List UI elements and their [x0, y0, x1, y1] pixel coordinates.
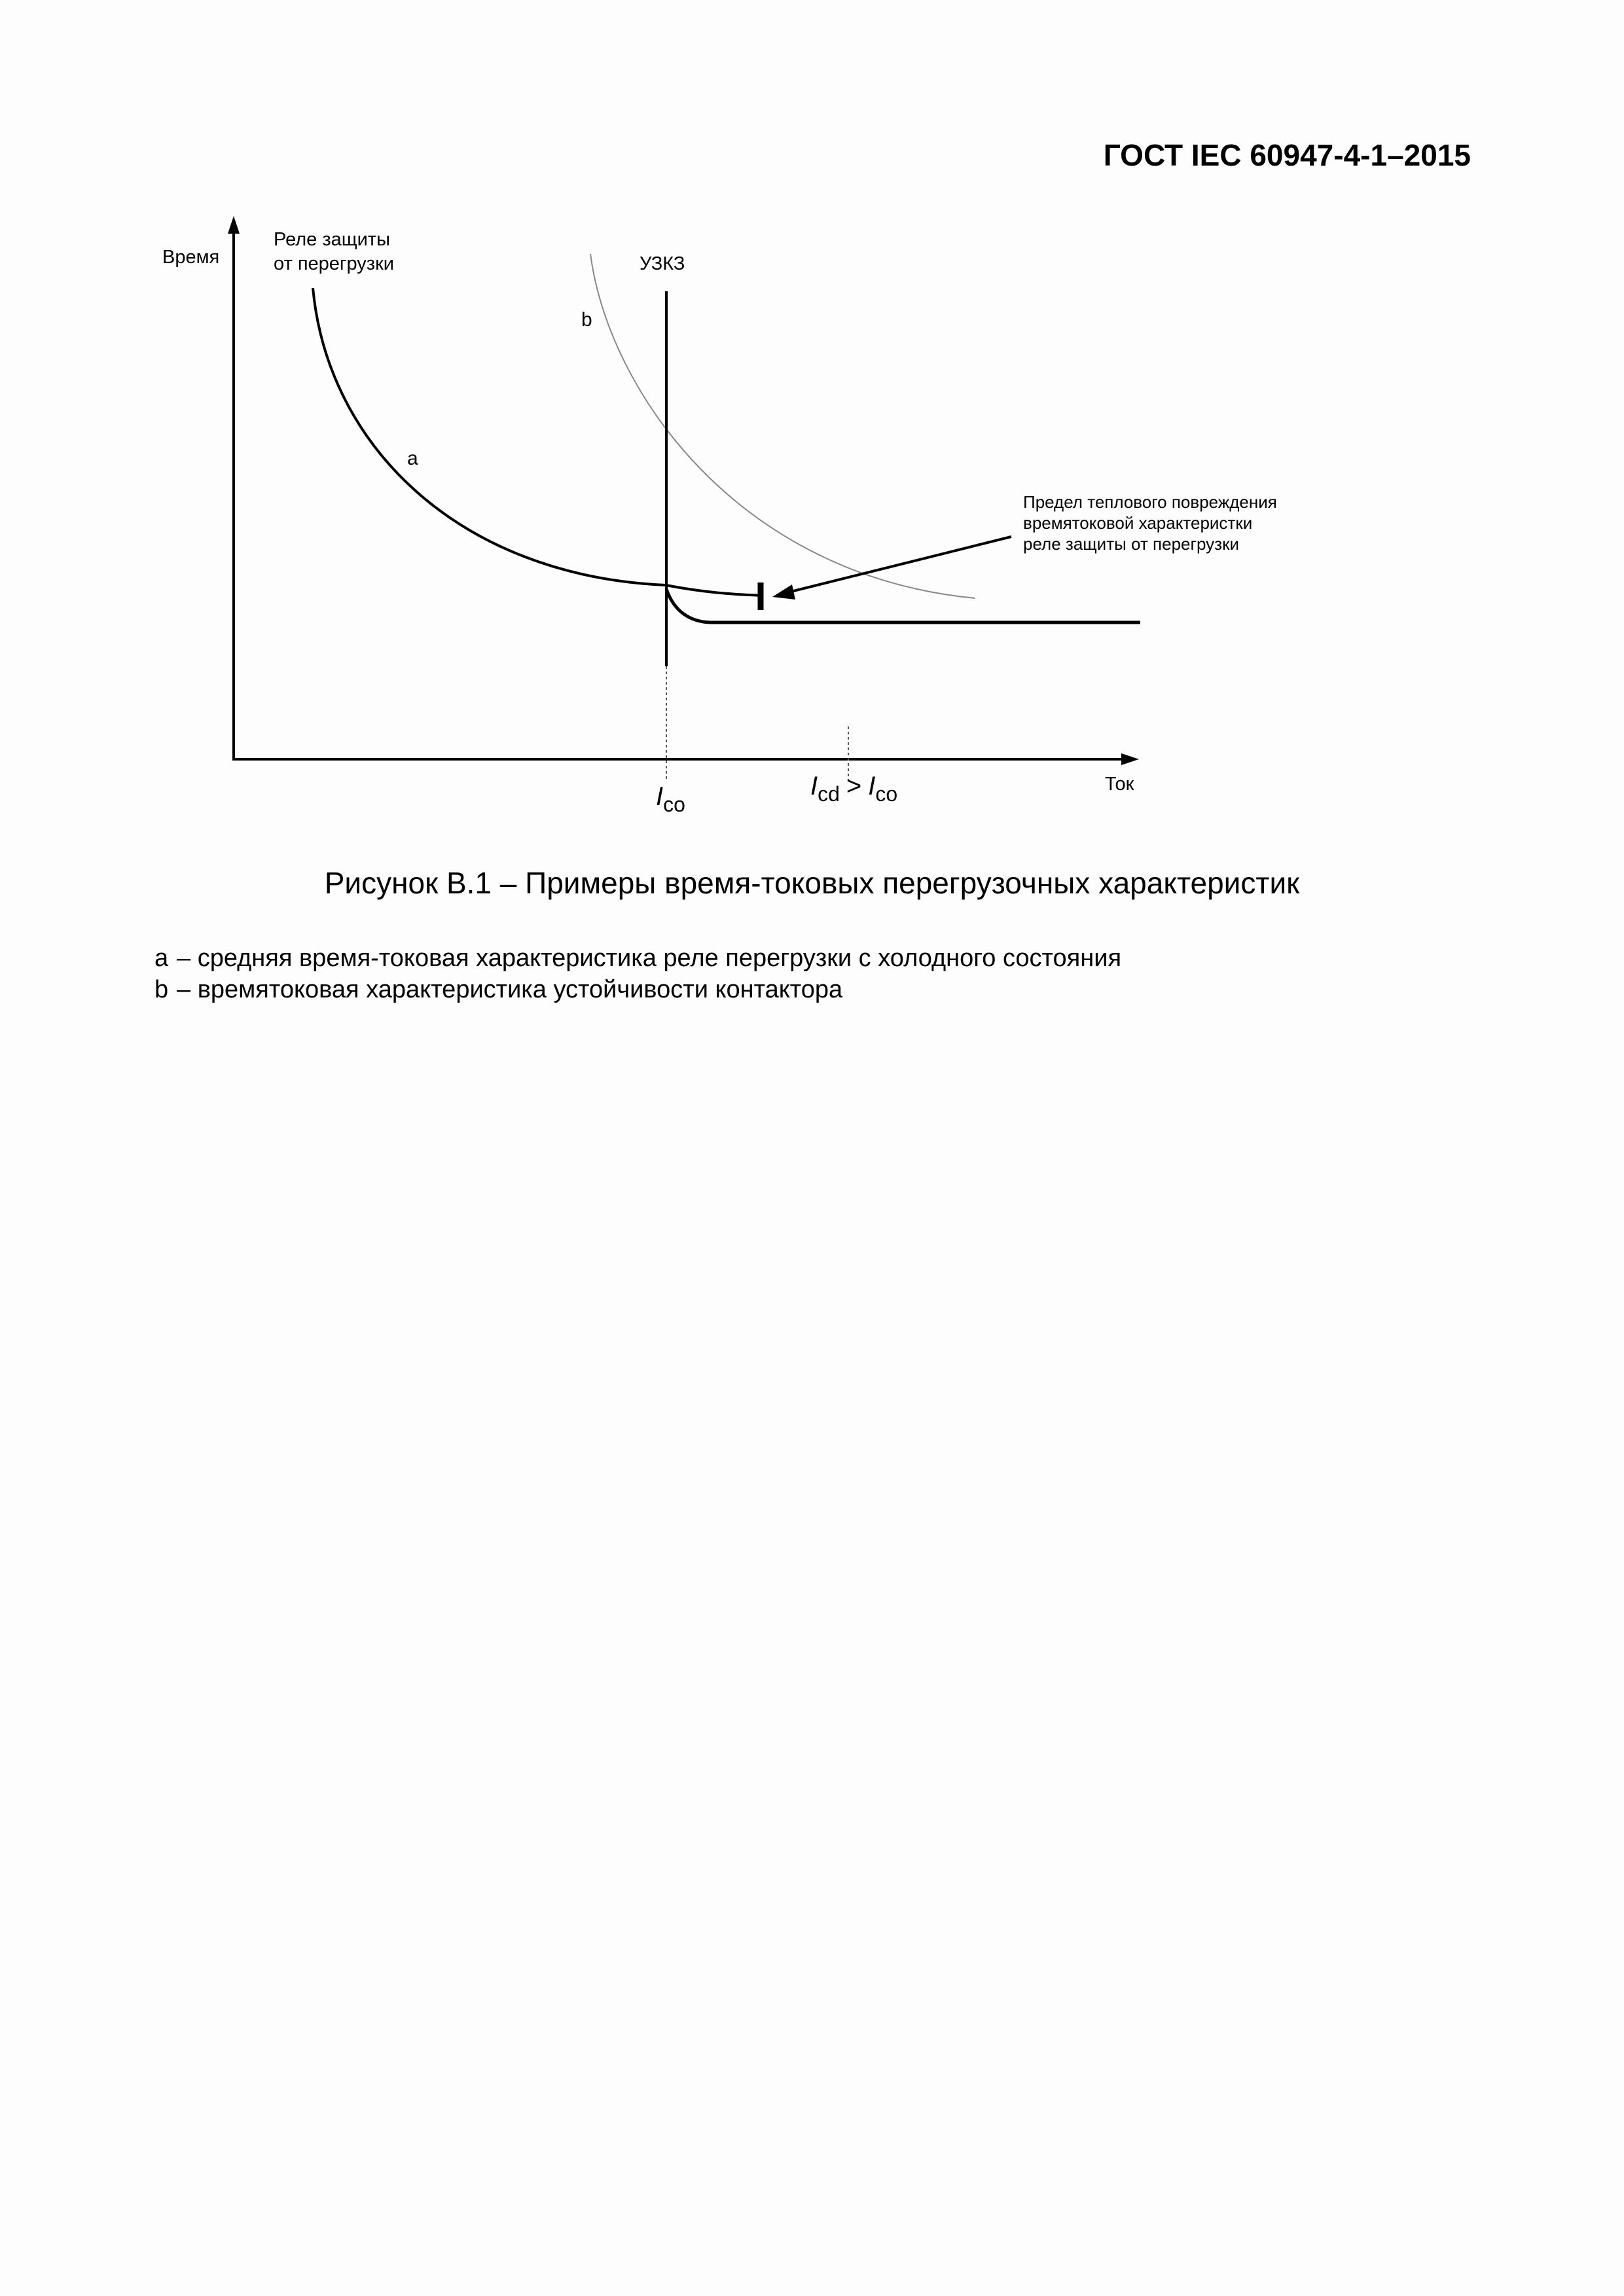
- icd-subscript: cd: [818, 782, 840, 806]
- ico-label: [656, 782, 685, 816]
- x-axis-arrow: [1121, 753, 1139, 765]
- icd-rhs-subscript: co: [875, 782, 898, 806]
- overload-characteristics-figure: [0, 0, 1624, 851]
- thermal-label-line2: времятоковой характеристки: [1023, 513, 1253, 533]
- thermal-label-line1: Предел теплового повреждения: [1023, 492, 1277, 512]
- thermal-label-line3: реле защиты от перегрузки: [1023, 534, 1239, 554]
- gt-sign: >: [846, 772, 862, 800]
- ico-symbol: I: [656, 782, 664, 811]
- figure-caption: Рисунок B.1 – Примеры время-токовых перегрузочных характеристик: [324, 866, 1300, 900]
- curve-b-label: b: [581, 309, 592, 331]
- legend-text: – времятоковая характеристика устойчивости контактора: [177, 976, 843, 1003]
- curve-a-label: a: [407, 448, 418, 469]
- legend-text: – средняя время-токовая характеристика реле перегрузки с холодного состояния: [177, 944, 1122, 972]
- legend-key: a: [154, 944, 169, 972]
- icd-rhs-symbol: I: [868, 772, 876, 800]
- curve-b: [590, 254, 975, 598]
- legend: [154, 942, 1121, 1005]
- x-axis-label: Ток: [1105, 774, 1134, 795]
- y-axis-arrow: [228, 216, 240, 234]
- legend-key: b: [154, 976, 169, 1003]
- curve-a: [313, 288, 763, 596]
- relay-label-line1: Реле защиты: [274, 229, 390, 250]
- legend-item-b: [154, 974, 1121, 1005]
- legend-item-a: [154, 942, 1121, 974]
- y-axis-label: Время: [162, 247, 220, 268]
- standard-number: ГОСТ IEC 60947-4-1–2015: [1103, 138, 1471, 172]
- icd-label: [810, 772, 897, 806]
- scpd-label: УЗКЗ: [640, 253, 685, 274]
- relay-label-line2: от перегрузки: [274, 253, 394, 274]
- ico-subscript: co: [663, 793, 685, 816]
- icd-symbol: I: [810, 772, 818, 800]
- thermal-arrow-head: [772, 584, 795, 600]
